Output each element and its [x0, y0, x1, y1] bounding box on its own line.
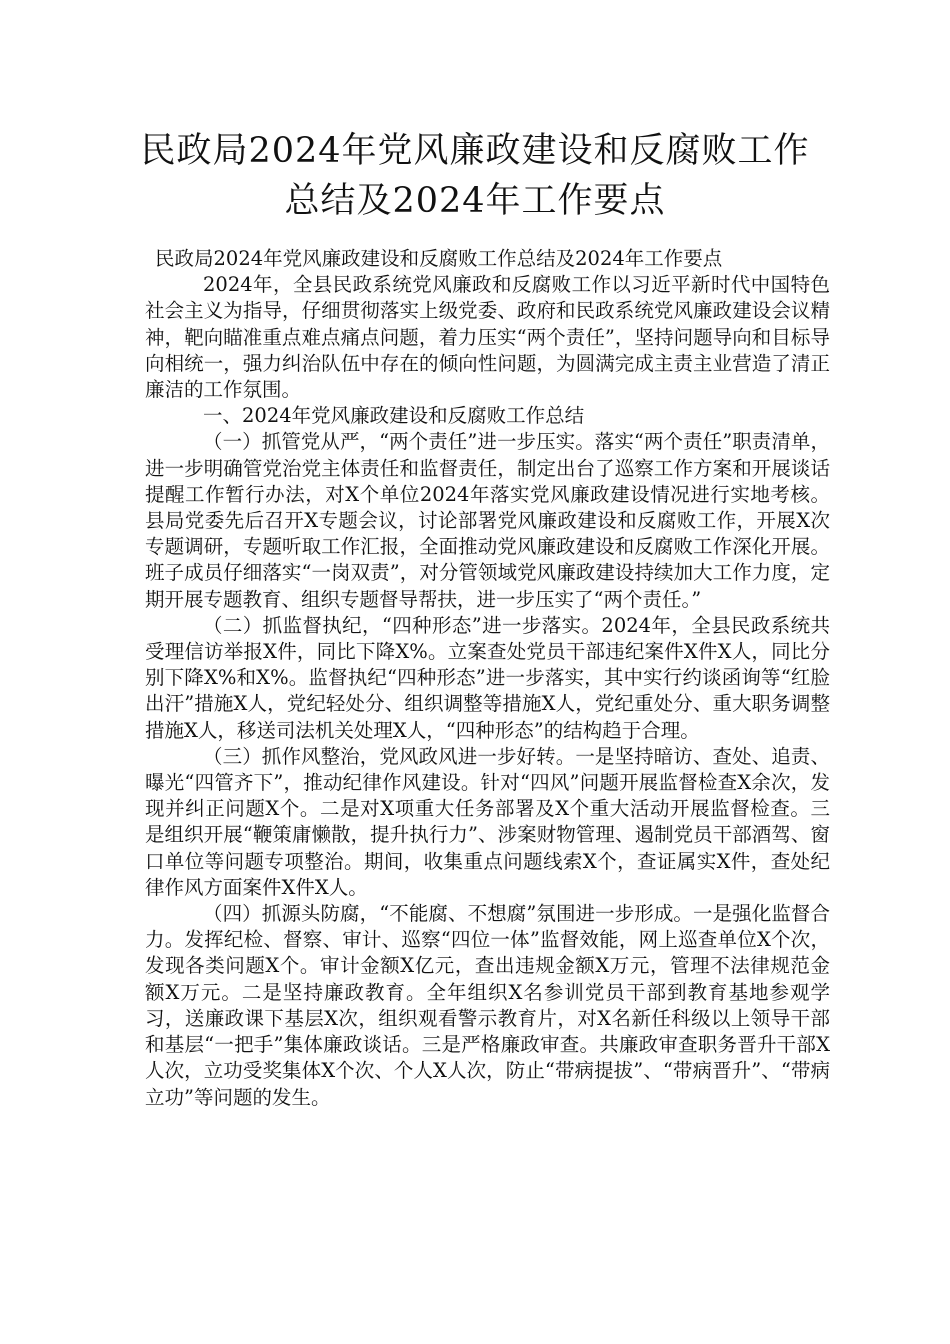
paragraph-2: （二）抓监督执纪，“四种形态”进一步落实。2024年，全县民政系统共受理信访举报X件，同比下降X%。立案查处党员干部违纪案件X件X人，同比分别下降X%和X%。监督执纪“四种形态”进一步落实，其中实行约谈函询等“红脸出汗”措施X人，党纪轻处分、组织调整等措施X人，党纪重处分、重大职务调整措施X人，移送司法机关处理X人，“四种形态”的结构趋于合理。	[145, 613, 830, 742]
document-title	[120, 126, 830, 226]
paragraph-3: （三）抓作风整治，党风政风进一步好转。一是坚持暗访、查处、追责、曝光“四管齐下”，推动纪律作风建设。针对“四风”问题开展监督检查X余次，发现并纠正问题X个。二是对X项重大任务部署及X个重大活动开展监督检查。三是组织开展“鞭策庸懒散，提升执行力”、涉案财物管理、遏制党员干部酒驾、窗口单位等问题专项整治。期间，收集重点问题线索X个，查证属实X件，查处纪律作风方面案件X件X人。	[145, 744, 830, 899]
title-line-1: 民政局2024年党风廉政建设和反腐败工作	[140, 131, 810, 171]
document-body	[145, 246, 830, 1111]
intro-paragraph: 2024年，全县民政系统党风廉政和反腐败工作以习近平新时代中国特色社会主义为指导，仔细贯彻落实上级党委、政府和民政系统党风廉政建设会议精神，靶向瞄准重点难点痛点问题，着力压实“两个责任”，坚持问题导向和目标导向相统一，强力纠治队伍中存在的倾向性问题，为圆满完成主责主业营造了清正廉洁的工作氛围。	[145, 273, 830, 402]
paragraph-4: （四）抓源头防腐，“不能腐、不想腐”氛围进一步形成。一是强化监督合力。发挥纪检、督察、审计、巡察“四位一体”监督效能，网上巡查单位X个次，发现各类问题X个。审计金额X亿元，查出违规金额X万元，管理不法律规范金额X万元。二是坚持廉政教育。全年组织X名参训党员干部到教育基地参观学习，送廉政课下基层X次，组织观看警示教育片，对X名新任科级以上领导干部和基层“一把手”集体廉政谈话。三是严格廉政审查。共廉政审查职务晋升干部X人次，立功受奖集体X个次、个人X人次，防止“带病提拔”、“带病晋升”、“带病立功”等问题的发生。	[145, 902, 830, 1109]
title-line-2: 总结及2024年工作要点	[284, 181, 666, 221]
section-heading: 一、2024年党风廉政建设和反腐败工作总结	[203, 404, 585, 428]
document-subtitle: 民政局2024年党风廉政建设和反腐败工作总结及2024年工作要点	[155, 247, 723, 270]
paragraph-1: （一）抓管党从严，“两个责任”进一步压实。落实“两个责任”职责清单，进一步明确管党治党主体责任和监督责任，制定出台了巡察工作方案和开展谈话提醒工作暂行办法，对X个单位2024年落实党风廉政建设情况进行实地考核。县局党委先后召开X专题会议，讨论部署党风廉政建设和反腐败工作，开展X次专题调研，专题听取工作汇报，全面推动党风廉政建设和反腐败工作深化开展。班子成员仔细落实“一岗双责”，对分管领域党风廉政建设持续加大工作力度，定期开展专题教育、组织专题督导帮扶，进一步压实了“两个责任。”	[145, 430, 830, 611]
